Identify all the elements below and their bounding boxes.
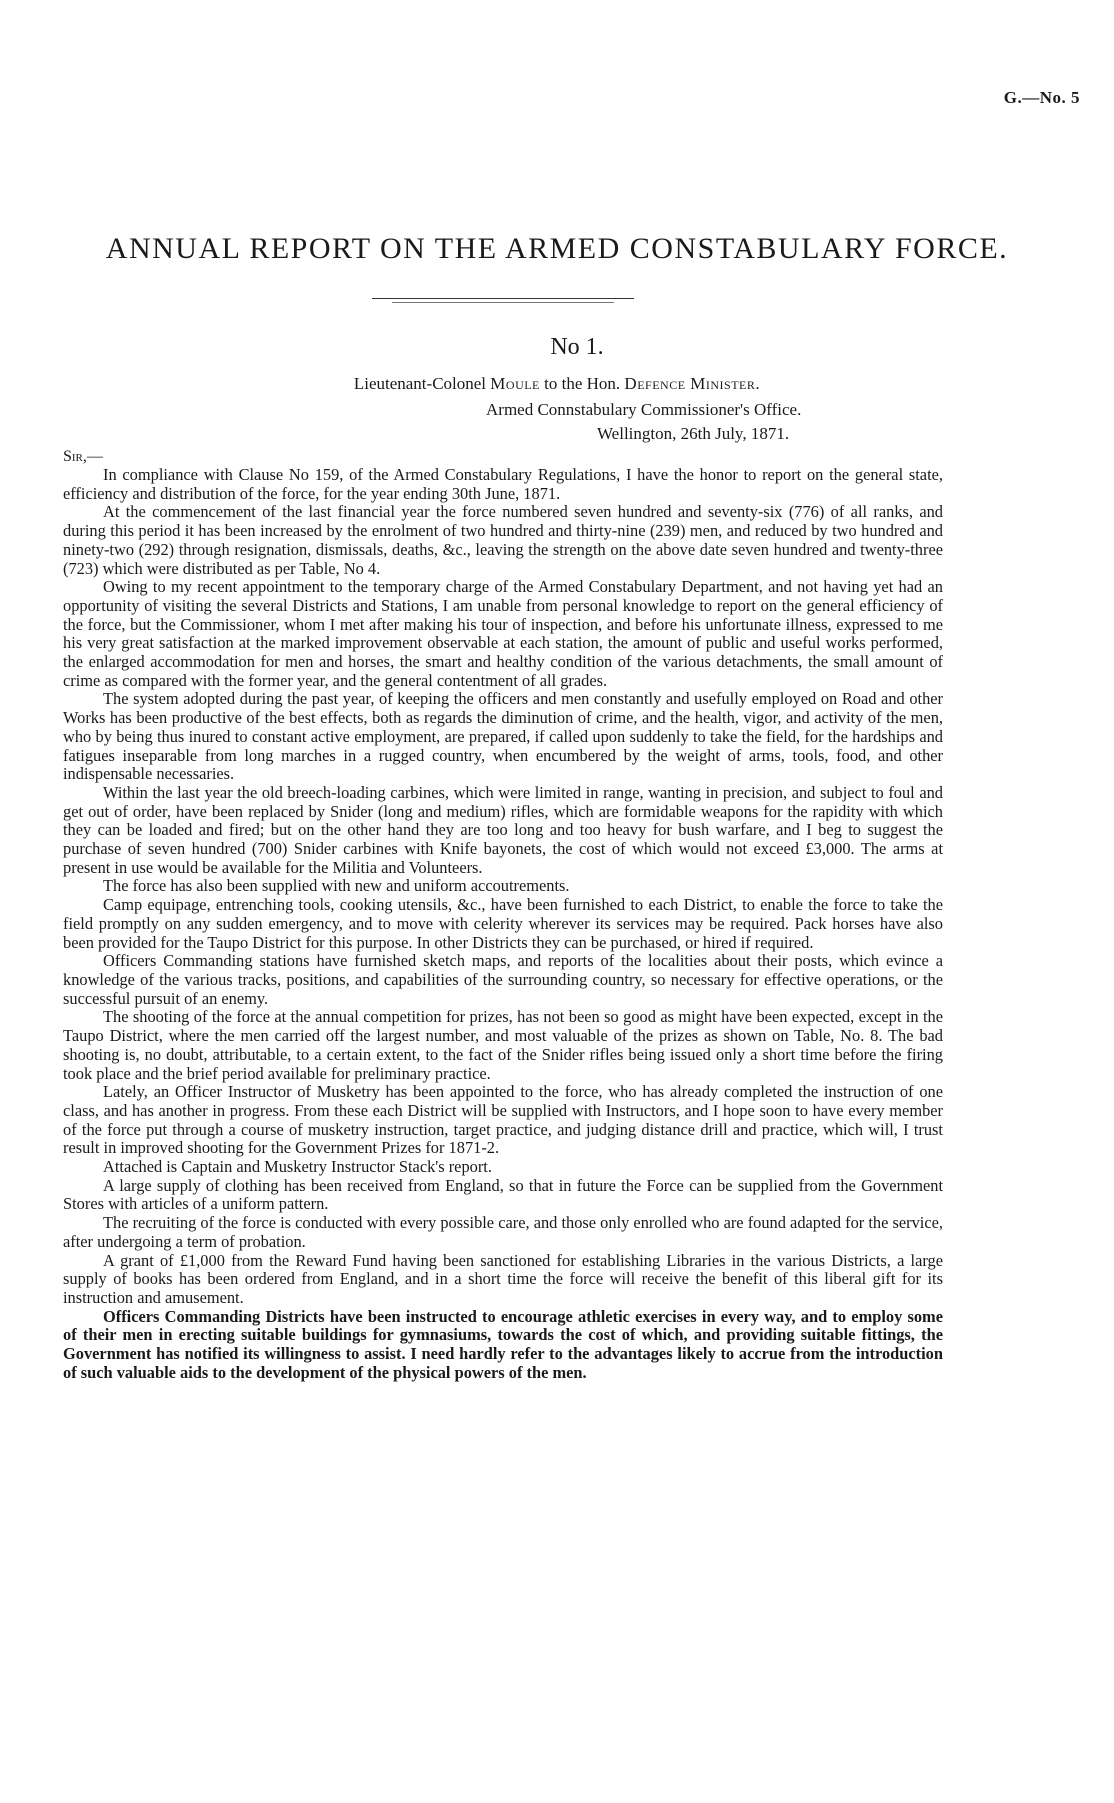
letter-body: [63, 466, 943, 1382]
paragraph: The force has also been supplied with new and uniform accoutrements.: [103, 876, 570, 896]
office-line: Armed Connstabulary Commissioner's Office.: [486, 400, 802, 419]
title-rule-lower: [392, 302, 614, 303]
paragraph: Officers Commanding stations have furnished sketch maps, and reports of the localities about their posts, which evince a knowledge of the various tracks, positions, and capabilities of the surrounding country, so necessary for effective operations, or the successful pursuit of an enemy.: [63, 951, 943, 1008]
letter-addressee: [0, 374, 1114, 394]
paragraph: Camp equipage, entrenching tools, cooking utensils, &c., have been furnished to each District, to enable the force to take the field promptly on any sudden emergency, and to move with celerity wherever its services may be required. Pack horses have also been provided for the Taupo District for this purpose. In other Districts they can be purchased, or hired if required.: [63, 895, 943, 952]
paragraph: A large supply of clothing has been received from England, so that in future the Force can be supplied from the Government Stores with articles of a uniform pattern.: [63, 1175, 943, 1214]
from-prefix: Lieutenant-Colonel: [353, 374, 491, 393]
paragraph: At the commencement of the last financial year the force numbered seven hundred and seventy-six (776) of all ranks, and during this period it has been increased by the enrolment of two hundred and thirty-nine (239) men, and reduced by two hundred and ninety-two (292) through resignation, dismissals, deaths, &c., leaving the strength on the above date seven hundred and twenty-three (723) which were distributed as per Table, No 4.: [63, 502, 943, 578]
paragraph: Officers Commanding Districts have been instructed to encourage athletic exercises in every way, and to employ some of their men in erecting suitable buildings for gymnasiums, towards the cost of which, and providing suitable fittings, the Government has notified its willingness to assist. I need hardly refer to the advantages likely to accrue from the introduction of such valuable aids to the development of the physical powers of the men.: [63, 1306, 943, 1382]
paragraph: Within the last year the old breech-loading carbines, which were limited in range, wanting in precision, and subject to foul and get out of order, have been replaced by Snider (long and medium) rifles, which are formidable weapons for the rapidity with which they can be loaded and fired; but on the other hand they are too long and too heavy for bush warfare, and I beg to suggest the purchase of seven hundred (700) Snider carbines with Knife bayonets, the cost of which would not exceed £3,000. The arms at present in use would be available for the Militia and Volunteers.: [63, 782, 943, 877]
paragraph: Lately, an Officer Instructor of Musketry has been appointed to the force, who has already completed the instruction of one class, and has another in progress. From these each District will be supplied with Instructors, and I hope soon to have every member of the force put through a course of musketry instruction, target practice, and judging distance drill and practice, which will, I trust result in improved shooting for the Government Prizes for 1871-2.: [63, 1082, 943, 1158]
title-rule: [372, 298, 634, 299]
paragraph: Owing to my recent appointment to the temporary charge of the Armed Constabulary Department, and not having yet had an opportunity of visiting the several Districts and Stations, I am unable from personal knowledge to report on the general efficiency of the force, but the Commissioner, whom I met after making his tour of inspection, and before his unfortunate illness, expressed to me his very great satisfaction at the marked improvement observable at each station, the amount of public and useful works performed, the enlarged accommodation for men and horses, the smart and healthy condition of the various detachments, the small amount of crime as compared with the former year, and the general contentment of all grades.: [63, 577, 943, 690]
paragraph: A grant of £1,000 from the Reward Fund having been sanctioned for establishing Libraries in the various Districts, a large supply of books has been ordered from England, and in a short time the force will receive the benefit of this liberal gift for its instruction and amusement.: [63, 1250, 943, 1307]
to-name: Defence Minister.: [624, 374, 761, 393]
letter-number: No 1.: [550, 334, 604, 360]
paragraph: The shooting of the force at the annual competition for prizes, has not been so good as might have been expected, except in the Taupo District, where the men carried off the largest number, and most valuable of the prizes as shown on Table, No. 8. The bad shooting is, no doubt, attributable, to a certain extent, to the fact of the Snider rifles being issued only a short time before the firing took place and the brief period available for preliminary practice.: [63, 1007, 943, 1083]
page-reference: G.—No. 5: [1003, 88, 1080, 107]
salutation: Sir,—: [63, 448, 103, 465]
paragraph: In compliance with Clause No 159, of the Armed Constabulary Regulations, I have the honor to report on the general state, efficiency and distribution of the force, for the year ending 30th June, 1871.: [63, 465, 943, 503]
date-line: Wellington, 26th July, 1871.: [597, 424, 790, 443]
from-name: Moule: [490, 374, 540, 393]
paragraph: Attached is Captain and Musketry Instructor Stack's report.: [103, 1157, 492, 1177]
paragraph: The system adopted during the past year, of keeping the officers and men constantly and usefully employed on Road and other Works has been productive of the best effects, both as regards the diminution of crime, and the health, vigor, and activity of the men, who by being thus inured to constant active employment, are prepared, if called upon suddenly to take the field, for the hardships and fatigues inseparable from long marches in a rugged country, when encumbered by the weight of arms, tools, food, and other indispensable necessaries.: [63, 689, 943, 784]
report-title: ANNUAL REPORT ON THE ARMED CONSTABULARY FORCE.: [105, 232, 1009, 265]
to-text: to the Hon.: [539, 374, 625, 393]
paragraph: The recruiting of the force is conducted with every possible care, and those only enrolled who are found adapted for the service, after undergoing a term of probation.: [63, 1213, 943, 1251]
